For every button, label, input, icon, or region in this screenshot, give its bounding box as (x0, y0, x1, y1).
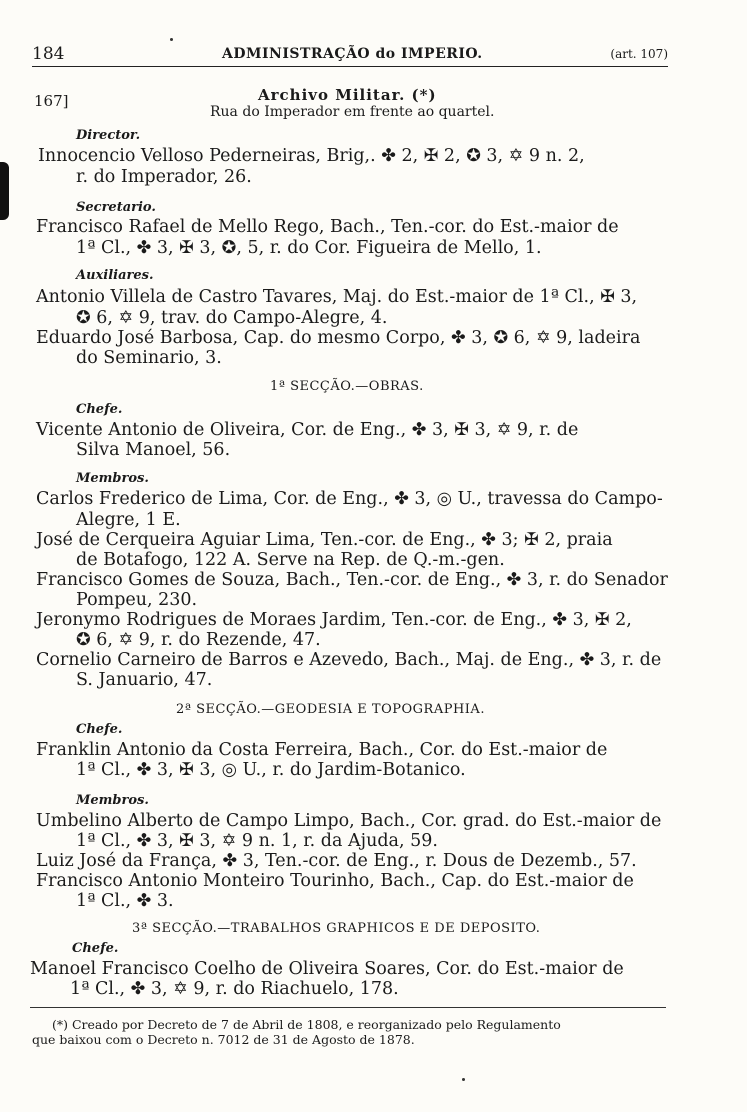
footnote-line: (*) Creado por Decreto de 7 de Abril de 1808, e reorganizado pelo Regulamento (52, 1017, 561, 1032)
running-header (32, 44, 668, 66)
role-label: Chefe. (76, 402, 123, 417)
section-heading: 2ª SECÇÃO.—GEODESIA E TOPOGRAPHIA. (176, 702, 485, 717)
text-line: ✪ 6, ✡ 9, r. do Rezende, 47. (76, 630, 321, 650)
role-label: Membros. (76, 471, 149, 486)
article-reference: (art. 107) (610, 47, 668, 61)
ink-speck (462, 1078, 465, 1081)
text-line: Antonio Villela de Castro Tavares, Maj. do Est.-maior de 1ª Cl., ✠ 3, (36, 287, 638, 307)
section-heading: 3ª SECÇÃO.—TRABALHOS GRAPHICOS E DE DEPOSITO. (132, 921, 541, 936)
role-label: Chefe. (76, 722, 123, 737)
text-line: Innocencio Velloso Pederneiras, Brig,. ✤ 2, ✠ 2, ✪ 3, ✡ 9 n. 2, (38, 146, 585, 166)
text-line: Francisco Antonio Monteiro Tourinho, Bach., Cap. do Est.-maior de (36, 871, 634, 891)
role-label: Auxiliares. (76, 268, 154, 283)
entry-address: Rua do Imperador em frente ao quartel. (210, 104, 495, 120)
text-line: Luiz José da França, ✤ 3, Ten.-cor. de Eng., r. Dous de Dezemb., 57. (36, 851, 637, 871)
page-number: 184 (32, 44, 65, 64)
text-line: de Botafogo, 122 A. Serve na Rep. de Q.-m.-gen. (76, 550, 505, 570)
entry-number: 167] (34, 92, 69, 110)
text-line: Vicente Antonio de Oliveira, Cor. de Eng., ✤ 3, ✠ 3, ✡ 9, r. de (36, 420, 579, 440)
text-line: José de Cerqueira Aguiar Lima, Ten.-cor. de Eng., ✤ 3; ✠ 2, praia (36, 530, 613, 550)
text-line: 1ª Cl., ✤ 3, ✠ 3, ✪, 5, r. do Cor. Figueira de Mello, 1. (76, 238, 542, 258)
text-line: Manoel Francisco Coelho de Oliveira Soares, Cor. do Est.-maior de (30, 959, 624, 979)
role-label: Chefe. (72, 941, 119, 956)
text-line: Pompeu, 230. (76, 590, 198, 610)
header-rule (32, 66, 668, 67)
role-label: Director. (76, 128, 141, 143)
ink-speck (170, 38, 173, 41)
role-label: Membros. (76, 793, 149, 808)
text-line: Francisco Rafael de Mello Rego, Bach., Ten.-cor. do Est.-maior de (36, 217, 619, 237)
text-line: 1ª Cl., ✤ 3. (76, 891, 174, 911)
text-line: do Seminario, 3. (76, 348, 222, 368)
role-label: Secretario. (76, 200, 156, 215)
text-line: 1ª Cl., ✤ 3, ✠ 3, ◎ U., r. do Jardim-Botanico. (76, 760, 466, 780)
text-line: Silva Manoel, 56. (76, 440, 231, 460)
section-heading: 1ª SECÇÃO.—OBRAS. (270, 379, 424, 394)
text-line: Jeronymo Rodrigues de Moraes Jardim, Ten.-cor. de Eng., ✤ 3, ✠ 2, (36, 610, 632, 630)
text-line: Cornelio Carneiro de Barros e Azevedo, Bach., Maj. de Eng., ✤ 3, r. de (36, 650, 662, 670)
footnote-line: que baixou com o Decreto n. 7012 de 31 de Agosto de 1878. (32, 1032, 415, 1047)
text-line: Carlos Frederico de Lima, Cor. de Eng., ✤ 3, ◎ U., travessa do Campo- (36, 489, 663, 509)
footnote-rule (30, 1007, 666, 1008)
running-title: ADMINISTRAÇÃO do IMPERIO. (222, 46, 483, 62)
text-line: Franklin Antonio da Costa Ferreira, Bach., Cor. do Est.-maior de (36, 740, 608, 760)
text-line: Eduardo José Barbosa, Cap. do mesmo Corpo, ✤ 3, ✪ 6, ✡ 9, ladeira (36, 328, 641, 348)
entry-title: Archivo Militar. (*) (258, 86, 437, 104)
text-line: 1ª Cl., ✤ 3, ✡ 9, r. do Riachuelo, 178. (70, 979, 399, 999)
text-line: r. do Imperador, 26. (76, 167, 252, 187)
text-line: Alegre, 1 E. (76, 510, 181, 530)
text-line: Umbelino Alberto de Campo Limpo, Bach., Cor. grad. do Est.-maior de (36, 811, 662, 831)
text-line: S. Januario, 47. (76, 670, 213, 690)
text-line: Francisco Gomes de Souza, Bach., Ten.-cor. de Eng., ✤ 3, r. do Senador (36, 570, 668, 590)
scan-edge-mark (0, 162, 9, 220)
text-line: ✪ 6, ✡ 9, trav. do Campo-Alegre, 4. (76, 308, 388, 328)
text-line: 1ª Cl., ✤ 3, ✠ 3, ✡ 9 n. 1, r. da Ajuda, 59. (76, 831, 438, 851)
